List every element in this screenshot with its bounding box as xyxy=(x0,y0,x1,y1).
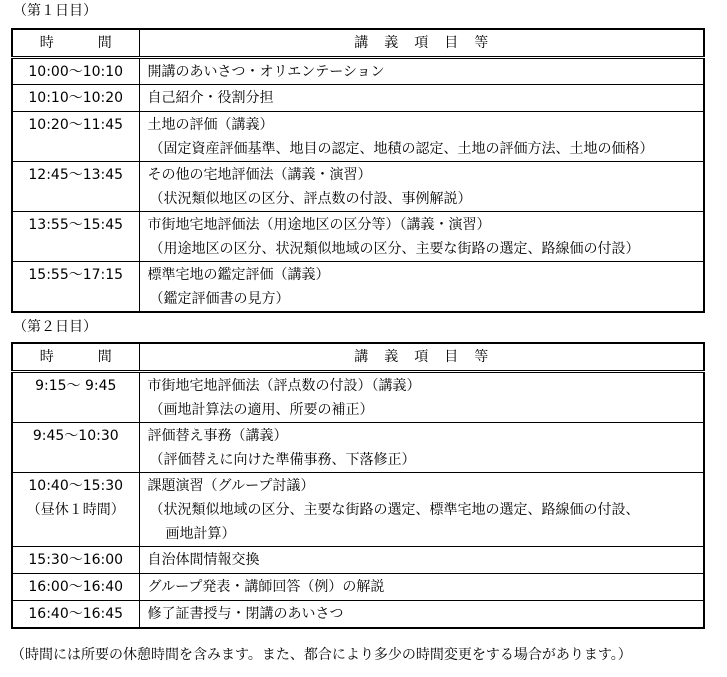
item-detail-continued: 画地計算） xyxy=(165,526,236,542)
time-cell: 9:15〜 9:45 xyxy=(12,372,139,423)
item-title: グループ発表・講師回答（例）の解説 xyxy=(147,579,385,595)
table-row xyxy=(12,547,704,574)
item-cell xyxy=(139,547,704,574)
time-column-header: 時 間 xyxy=(12,29,139,58)
time-range: 10:40〜15:30 xyxy=(28,478,124,494)
items-column-header: 講 義 項 目 等 xyxy=(139,29,704,58)
item-title: 土地の評価（講義） xyxy=(147,117,274,133)
item-detail: （評価替えに向けた準備事務、下落修正） xyxy=(149,452,416,468)
item-cell xyxy=(139,372,704,423)
item-cell xyxy=(139,601,704,628)
item-title: 開講のあいさつ・オリエンテーション xyxy=(147,64,385,80)
table-row xyxy=(12,112,704,162)
item-title: 自治体間情報交換 xyxy=(147,552,260,568)
table-row xyxy=(12,212,704,262)
item-cell xyxy=(139,58,704,85)
day2-schedule-table xyxy=(11,342,705,629)
item-cell xyxy=(139,574,704,601)
time-note: （昼休１時間） xyxy=(26,502,125,518)
time-cell: 10:00〜10:10 xyxy=(12,58,139,85)
time-cell: 15:30〜16:00 xyxy=(12,547,139,574)
table-header-row xyxy=(12,343,704,372)
table-row xyxy=(12,58,704,85)
footer-note: （時間には所要の休憩時間を含みます。また、都合により多少の時間変更をする場合があります。） xyxy=(11,647,632,663)
item-cell xyxy=(139,112,704,162)
table-row xyxy=(12,601,704,628)
day1-heading: （第１日目） xyxy=(13,3,97,19)
table-row xyxy=(12,423,704,473)
table-header-row xyxy=(12,29,704,58)
item-cell xyxy=(139,85,704,112)
item-title: 課題演習（グループ討議） xyxy=(147,478,315,494)
time-cell: 13:55〜15:45 xyxy=(12,212,139,262)
table-row xyxy=(12,372,704,423)
item-title: 修了証書授与・閉講のあいさつ xyxy=(147,606,344,622)
item-title: 市街地宅地評価法（用途地区の区分等）（講義・演習） xyxy=(147,217,491,233)
time-cell: 16:00〜16:40 xyxy=(12,574,139,601)
item-title: 自己紹介・役割分担 xyxy=(147,90,274,106)
table-row xyxy=(12,262,704,313)
table-row xyxy=(12,473,704,547)
table-row xyxy=(12,85,704,112)
items-column-header: 講 義 項 目 等 xyxy=(139,343,704,372)
time-cell: 10:10〜10:20 xyxy=(12,85,139,112)
day2-heading: （第２日目） xyxy=(13,319,97,335)
time-column-header: 時 間 xyxy=(12,343,139,372)
item-cell xyxy=(139,212,704,262)
item-detail: （状況類似地域の区分、主要な街路の選定、標準宅地の選定、路線価の付設、 xyxy=(149,502,640,518)
item-detail: （画地計算法の適用、所要の補正） xyxy=(149,402,374,418)
day1-schedule-table xyxy=(11,28,705,313)
time-cell: 16:40〜16:45 xyxy=(12,601,139,628)
time-cell xyxy=(12,473,139,547)
time-cell: 15:55〜17:15 xyxy=(12,262,139,313)
item-cell xyxy=(139,262,704,313)
item-title: 市街地宅地評価法（評点数の付設）（講義） xyxy=(147,378,421,394)
item-detail: （固定資産評価基準、地目の認定、地積の認定、土地の評価方法、土地の価格） xyxy=(149,141,654,157)
table-row xyxy=(12,162,704,212)
item-detail: （用途地区の区分、状況類似地域の区分、主要な街路の選定、路線価の付設） xyxy=(149,241,640,257)
item-title: 評価替え事務（講義） xyxy=(147,428,288,444)
item-cell xyxy=(139,162,704,212)
time-cell: 9:45〜10:30 xyxy=(12,423,139,473)
time-cell: 12:45〜13:45 xyxy=(12,162,139,212)
time-cell: 10:20〜11:45 xyxy=(12,112,139,162)
item-cell xyxy=(139,423,704,473)
item-cell xyxy=(139,473,704,547)
item-detail: （状況類似地区の区分、評点数の付設、事例解説） xyxy=(149,191,472,207)
item-detail: （鑑定評価書の見方） xyxy=(149,291,290,307)
table-row xyxy=(12,574,704,601)
item-title: 標準宅地の鑑定評価（講義） xyxy=(147,267,330,283)
item-title: その他の宅地評価法（講義・演習） xyxy=(147,167,372,183)
